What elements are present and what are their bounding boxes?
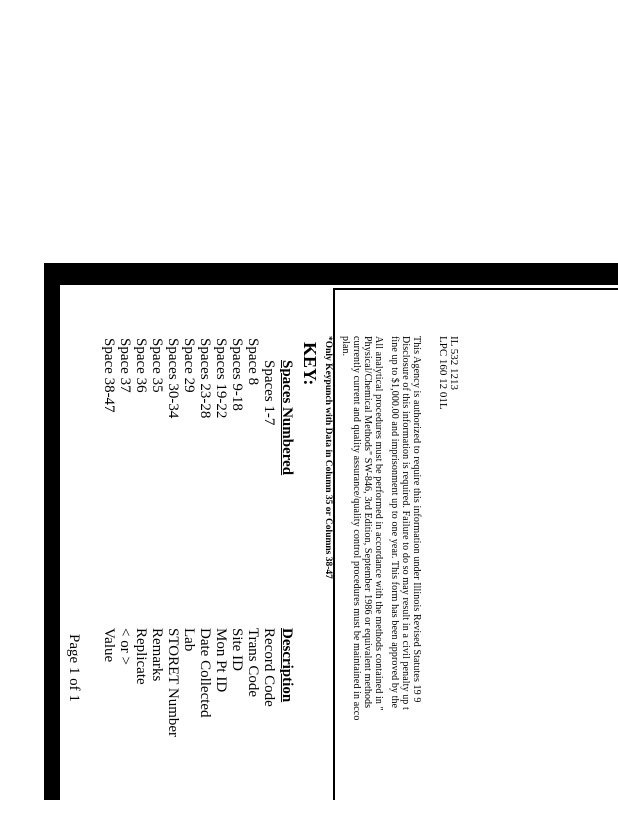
row-description: Replicate (133, 628, 149, 685)
form-code-2: LPC 160 12 01L (437, 336, 449, 410)
row-space: Spaces 1-7 (261, 360, 277, 426)
keypunch-note: *Only Keypunch with Data in Column 35 or Columns 38-47 (323, 336, 333, 579)
row-description: Date Collected (197, 628, 213, 718)
page-number: Page 1 of 1 (66, 634, 82, 702)
row-description: Lab (181, 628, 197, 652)
paragraph-line: This Agency is authorized to require this information under Illinois Revised Statutes 19 9 (411, 336, 422, 703)
row-space: Spaces 19-22 (213, 338, 229, 419)
row-space: Space 37 (117, 338, 133, 393)
paragraph-line: Physical/Chemical Methods" SW-846, 3rd Edition, September 1986 or equivalent methods (362, 336, 373, 709)
row-space: Space 8 (245, 338, 261, 386)
paragraph-line: fine up to $1,000.00 and imprisonment up to one year. This form has been approved by the (389, 336, 400, 709)
row-space: Space 38-47 (101, 338, 117, 413)
paragraph-line: Disclosure of this information is required. Failure to do so may result in a civil penalty up t (400, 336, 411, 710)
row-space: Space 36 (133, 338, 149, 393)
paragraph-line: currently current and quality assurance/quality control procedures must be maintained in acco (351, 336, 362, 721)
form-code-1: IL 532 1213 (448, 336, 460, 390)
paragraph-line: plan. (340, 336, 351, 357)
row-space: Spaces 23-28 (197, 338, 213, 419)
document-content (60, 292, 460, 827)
scan-border-top (44, 263, 618, 285)
row-description: STORET Number (165, 628, 181, 738)
row-space: Spaces 9-18 (229, 338, 245, 411)
row-description: Record Code (261, 628, 277, 707)
row-space: Spaces 30-34 (165, 338, 181, 419)
row-description: < or > (117, 628, 133, 665)
row-description: Site ID (229, 628, 245, 671)
paragraph-line: All analytical procedures must be performed in accordance with the methods contained in " (373, 336, 384, 711)
scan-border-left (44, 263, 60, 800)
column-header-description: Description (279, 628, 295, 703)
row-description: Remarks (149, 628, 165, 682)
row-space: Space 29 (181, 338, 197, 393)
row-space: Space 35 (149, 338, 165, 393)
row-description: Mon Pt ID (213, 628, 229, 693)
key-label: KEY: (300, 342, 320, 386)
row-description: Value (101, 628, 117, 663)
column-header-spaces: Spaces Numbered (279, 360, 295, 476)
rotated-document (60, 292, 460, 800)
row-description: Trans Code (245, 628, 261, 698)
